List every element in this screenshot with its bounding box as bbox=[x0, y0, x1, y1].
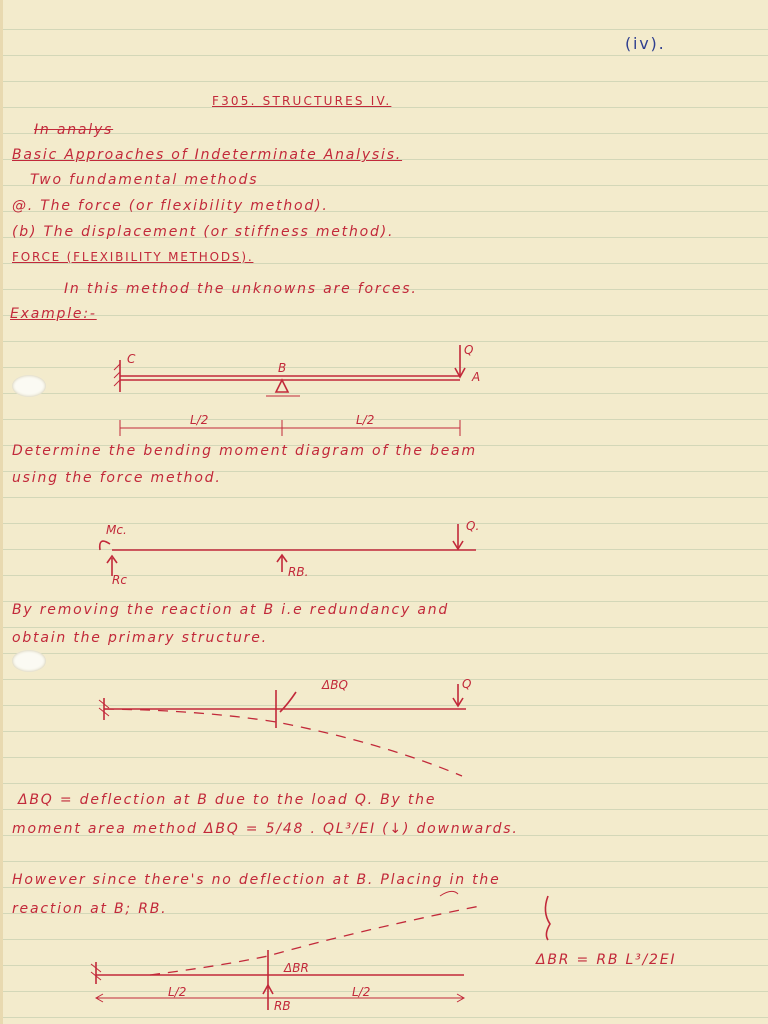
label-rb: RB bbox=[274, 999, 291, 1013]
struck-heading: In analys bbox=[34, 122, 114, 138]
text-line: Two fundamental methods bbox=[30, 172, 259, 188]
label-dbq: ΔBQ bbox=[322, 678, 348, 692]
subsection-heading: FORCE (FLEXIBILITY METHODS). bbox=[12, 250, 254, 264]
dim-left: L/2 bbox=[168, 985, 187, 999]
label-q: Q bbox=[464, 343, 474, 357]
dim-right: L/2 bbox=[356, 413, 375, 427]
text-line: In this method the unknowns are forces. bbox=[64, 281, 418, 297]
text-line: ΔBQ = deflection at B due to the load Q. By the bbox=[18, 792, 437, 808]
brace-mark bbox=[545, 896, 550, 940]
text-line: By removing the reaction at B i.e redundancy and bbox=[12, 602, 450, 618]
deflected-shape bbox=[150, 906, 480, 975]
text-line: reaction at B; RB. bbox=[12, 901, 168, 917]
text-line: @. The force (or flexibility method). bbox=[12, 198, 329, 214]
label-c: C bbox=[127, 352, 136, 366]
page-number: (iv). bbox=[625, 34, 666, 53]
dim-right: L/2 bbox=[352, 985, 371, 999]
page-title: F305. STRUCTURES IV. bbox=[212, 94, 392, 108]
text-line: Determine the bending moment diagram of the beam bbox=[12, 443, 477, 459]
text-line: using the force method. bbox=[12, 470, 222, 486]
text-line: (b) The displacement (or stiffness method). bbox=[12, 224, 395, 240]
formula-dbr: ΔBR = RB L³/2EI bbox=[536, 952, 677, 968]
section-heading: Basic Approaches of Indeterminate Analysis. bbox=[12, 147, 403, 163]
label-a: A bbox=[472, 370, 481, 384]
label-rc: Rc bbox=[112, 573, 127, 587]
label-mc: Mc. bbox=[106, 523, 127, 537]
example-heading: Example:- bbox=[10, 306, 97, 322]
text-line: obtain the primary structure. bbox=[12, 630, 268, 646]
label-dbr: ΔBR bbox=[284, 961, 309, 975]
dim-left: L/2 bbox=[190, 413, 209, 427]
text-line: moment area method ΔBQ = 5/48 . QL³/EI (↓) downwards. bbox=[12, 821, 519, 837]
label-rb: RB. bbox=[288, 565, 309, 579]
text-line: However since there's no deflection at B. Placing in the bbox=[12, 872, 501, 888]
label-b: B bbox=[278, 361, 287, 375]
label-q: Q. bbox=[466, 519, 480, 533]
label-q: Q bbox=[462, 677, 472, 691]
